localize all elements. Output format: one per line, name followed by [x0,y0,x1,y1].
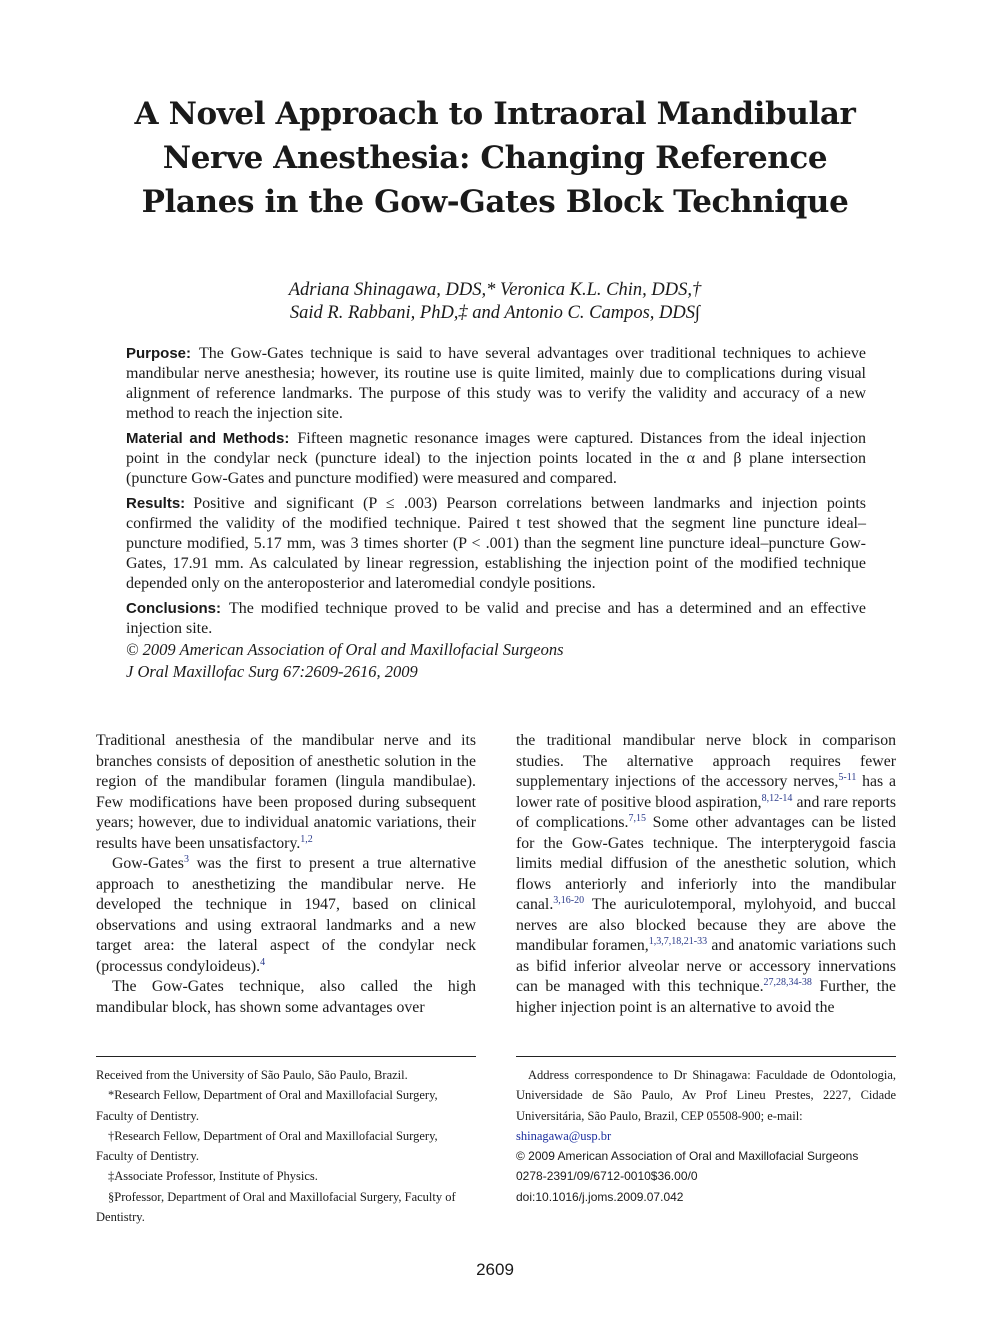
authors-line-2: Said R. Rabbani, PhD,‡ and Antonio C. Campos, DDS∫ [289,303,701,323]
footnote-item: *Research Fellow, Department of Oral and Maxillofacial Surgery, Faculty of Dentistry. [96,1088,438,1123]
reference-link[interactable]: 7,15 [628,813,646,824]
abstract-methods [126,429,866,489]
footnote-item: †Research Fellow, Department of Oral and Maxillofacial Surgery, Faculty of Dentistry. [96,1128,438,1164]
reference-link[interactable]: 3,16-20 [553,895,585,906]
body-paragraph [516,731,896,1018]
correspondence-footnotes [516,1065,896,1207]
reference-link[interactable]: 3 [183,854,189,865]
paragraph-text: has a lower rate of positive blood aspiration, [516,773,897,811]
reference-link[interactable]: 4 [260,956,266,968]
paragraph-text: was the first to present a true alternative approach to anesthetizing the mandibular nerve. He developed the technique in 1947, based on clinical observations and using extraoral landmarks and a new target area: the lateral aspect of the condylar neck (processus condyloideus). [96,855,476,975]
purpose-label: Purpose: [126,345,192,362]
footnote-item: ‡Associate Professor, Institute of Physics. [108,1169,318,1184]
results-text: Positive and significant (P ≤ .003) Pearson correlations between landmarks and injection points confirmed the validity of the modified technique. Paired t test showed that the segment line puncture ideal–puncture modified, 5.17 mm, was 3 times shorter (P < .001) than the segment line puncture ideal–puncture Gow-Gates, 17.91 mm. As calculated by linear regression, establishing the injection point of the modified technique depended only on the anteroposterior and lateromedial condyle positions. [126,495,866,592]
body-paragraph [96,854,476,977]
abstract-conclusions [126,599,866,639]
body-column-left [96,731,476,1018]
authors-line-1: Adriana Shinagawa, DDS,* Veronica K.L. Chin, DDS,† [288,280,702,300]
paragraph-text: Traditional anesthesia of the mandibular nerve and its branches consists of deposition of anesthetic solution in the region of the mandibular foramen (lingula mandibulae). Few modifications have been proposed during subsequent years; however, due to individual anatomic variations, their results have been unsatisfactory. [96,732,476,852]
results-label: Results: [126,495,186,512]
paragraph-text: and anatomic variations such as bifid inferior alveolar nerve or accessory innervations can be managed with this technique. [516,937,897,995]
footnote-divider [96,1056,476,1057]
paragraph-text: and rare reports of complications. [516,793,896,831]
footnote-item: §Professor, Department of Oral and Maxillofacial Surgery, Faculty of Dentistry. [96,1189,456,1225]
page-number: 2609 [476,1260,514,1279]
reference-link[interactable]: 1,3,7,18,21-33 [648,936,708,947]
issn-code: 0278-2391/09/6712-0010$36.00/0 [516,1169,698,1184]
author-list [120,279,870,325]
paragraph-text: Gow-Gates [112,855,184,872]
journal-citation: J Oral Maxillofac Surg 67:2609-2616, 2009 [126,662,418,681]
reference-link[interactable]: 1,2 [300,833,313,845]
footnote-copyright: © 2009 American Association of Oral and Maxillofacial Surgeons [516,1149,859,1164]
body-column-right [516,731,896,1018]
paragraph-text: Some other advantages can be listed for the Gow-Gates technique. The interpterygoid fascia limits medial diffusion of the anesthetic solution, which flows anteriorly and inferiorly into the mandibular canal. [516,814,896,913]
reference-link[interactable]: 8,12-14 [761,792,793,804]
methods-label: Material and Methods: [126,430,290,447]
reference-link[interactable]: 5-11 [838,772,857,783]
reference-link[interactable]: 27,28,34-38 [763,977,812,988]
footnote-divider [516,1056,896,1057]
paragraph-text: The auriculotemporal, mylohyoid, and buccal nerves are also blocked because they are above the mandibular foramen, [516,896,896,954]
correspondence-address: Address correspondence to Dr Shinagawa: Faculdade de Odontologia, Universidade de São Paulo, Av Prof Lineu Prestes, 2227, Cidade Universitária, São Paulo, Brazil, CEP 05508-900; e-mail: [516,1068,896,1123]
doi-link[interactable]: doi:10.1016/j.joms.2009.07.042 [516,1189,684,1204]
conclusions-text: The modified technique proved to be valid and precise and has a determined and an effective injection site. [126,600,866,637]
conclusions-label: Conclusions: [126,600,222,617]
abstract [126,344,866,683]
body-paragraph: The Gow-Gates technique, also called the high mandibular block, has shown some advantages over [96,978,476,1016]
email-link[interactable]: shinagawa@usp.br [516,1128,612,1143]
abstract-purpose [126,344,866,424]
affiliation-footnotes [96,1065,476,1227]
methods-text: Fifteen magnetic resonance images were captured. Distances from the ideal injection point in the condylar neck (puncture ideal) to the injection points located in the α and β plane intersection (puncture Gow-Gates and puncture modified) were measured and compared. [126,430,866,487]
abstract-results [126,494,866,594]
purpose-text: The Gow-Gates technique is said to have several advantages over traditional techniques to achieve mandibular nerve anesthesia; however, its routine use is quite limited, mainly due to complications during visual alignment of reference landmarks. The purpose of this study was to verify the validity and accuracy of a new method to reach the injection site. [126,345,866,422]
paragraph-text: the traditional mandibular nerve block in comparison studies. The alternative approach requires fewer supplementary injections of the accessory nerves, [516,732,896,790]
article-title: A Novel Approach to Intraoral Mandibular Nerve Anesthesia: Changing Reference Planes in the Gow-Gates Block Technique [134,96,856,220]
received-note: Received from the University of São Paulo, São Paulo, Brazil. [96,1068,408,1082]
abstract-copyright: © 2009 American Association of Oral and Maxillofacial Surgeons [126,640,564,659]
paragraph-text: Further, the higher injection point is an alternative to avoid the [516,978,896,1016]
body-paragraph [96,731,476,854]
